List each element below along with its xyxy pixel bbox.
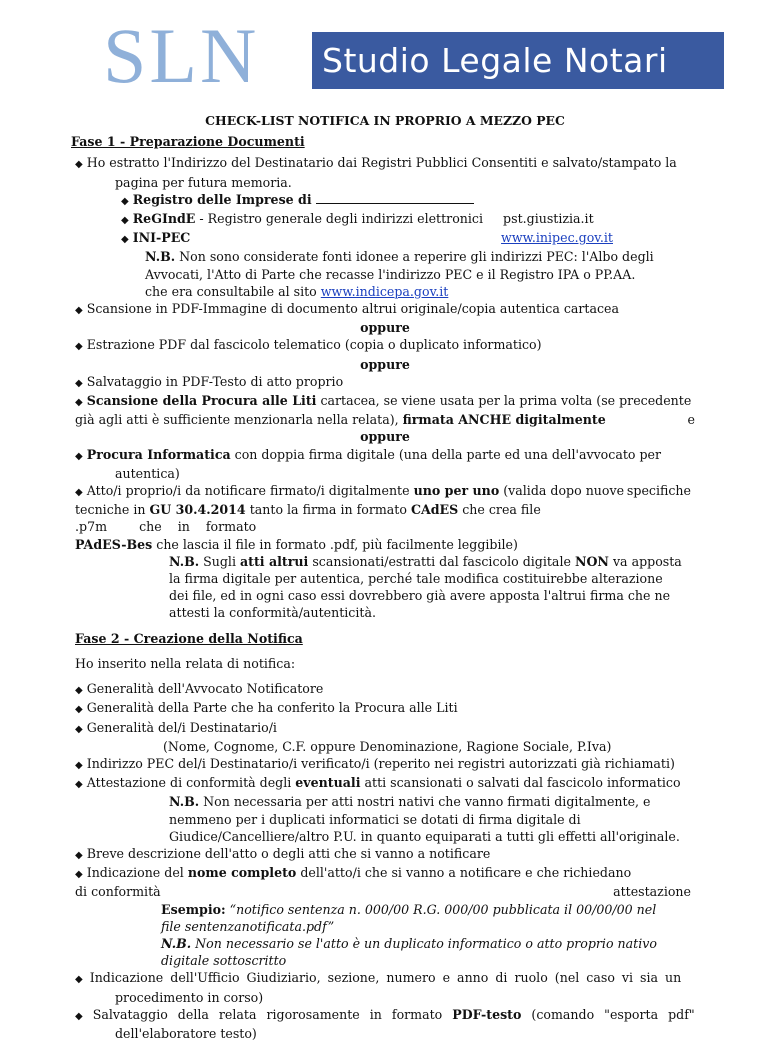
list-item: ◆ Generalità dell'Avvocato Notificatore	[75, 681, 324, 697]
list-item: ◆ Estrazione PDF dal fascicolo telematico (copia o duplicato informatico)	[75, 337, 542, 353]
section-spacer	[75, 622, 695, 630]
registry-item: ◆ Registro delle Imprese di	[75, 191, 695, 210]
list-item: ◆ Salvataggio della relata rigorosamente in formato PDF-testo (comando "esporta pdf"	[75, 1006, 695, 1022]
list-item-continuation: autentica)	[115, 465, 180, 481]
registry-item: ◆ ReGIndE - Registro generale degli indirizzi elettronici pst.giustizia.it	[121, 211, 594, 227]
list-item: ◆ Indicazione dell'Ufficio Giudiziario, sezione, numero e anno di ruolo (nel caso vi sia un	[75, 970, 682, 986]
diamond-bullet-icon: ◆	[75, 341, 83, 353]
diamond-bullet-icon: ◆	[121, 195, 129, 207]
list-item-continuation: dell'elaboratore testo)	[115, 1025, 257, 1041]
document-body	[71, 112, 695, 1042]
registry-item: ◆ INI-PEC www.inipec.gov.it	[121, 230, 613, 246]
oppure-separator: oppure	[360, 320, 410, 336]
indicepa-link[interactable]: www.indicepa.gov.it	[320, 283, 449, 299]
note: N.B. Non necessaria per atti nostri nativi che vanno firmati digitalmente, e	[169, 794, 651, 810]
logo-name-banner: Studio Legale Notari	[312, 32, 724, 89]
list-item-subtext: (Nome, Cognome, C.F. oppure Denominazione, Ragione Sociale, P.Iva)	[163, 738, 612, 754]
list-item-continuation: pagina per futura memoria.	[115, 174, 292, 190]
list-item-continuation: già agli atti è sufficiente menzionarla nella relata), firmata ANCHE digitalmente	[75, 412, 606, 428]
list-item: ◆ Scansione in PDF-Immagine di documento altrui originale/copia autentica cartacea	[75, 301, 619, 317]
list-item: ◆ Attestazione di conformità degli eventuali atti scansionati o salvati dal fascicolo informatico	[75, 775, 681, 791]
note-line: la firma digitale per autentica, perché tale modifica costituirebbe alterazione	[169, 571, 663, 587]
list-item-continuation: di conformità	[75, 884, 161, 900]
fill-in-blank	[316, 192, 474, 204]
diamond-bullet-icon: ◆	[121, 215, 129, 227]
oppure-separator: oppure	[360, 356, 410, 372]
example-line: file sentenzanotificata.pdf”	[161, 918, 335, 934]
list-item: ◆ Ho estratto l'Indirizzo del Destinatario dai Registri Pubblici Consentiti e salvato/stampato la	[75, 155, 677, 171]
list-item: ◆ Scansione della Procura alle Liti cartacea, se viene usata per la prima volta (se precedente e	[75, 393, 695, 428]
oppure-separator: oppure	[360, 429, 410, 445]
phase1-heading: Fase 1 - Preparazione Documenti	[71, 134, 305, 150]
note-line: digitale sottoscritto	[161, 953, 287, 969]
diamond-bullet-icon: ◆	[75, 779, 83, 791]
list-item: ◆ Generalità del/i Destinatario/i	[75, 719, 277, 735]
list-item: ◆ Procura Informatica con doppia firma digitale (una della parte ed una dell'avvocato per	[75, 446, 662, 462]
inipec-link[interactable]: www.inipec.gov.it	[501, 230, 613, 246]
note-line: nemmeno per i duplicati informatici se dotati di firma digitale di	[169, 811, 581, 827]
note-line: Giudice/Cancelliere/altro P.U. in quanto equiparati a tutti gli effetti all'originale.	[169, 828, 680, 844]
note-line: dei file, ed in ogni caso essi dovrebbero già avere apposta l'altrui firma che ne	[169, 588, 671, 604]
list-item-continuation: PAdES-Bes che lascia il file in formato .pdf, più facilmente leggibile)	[75, 536, 518, 552]
phase2-heading: Fase 2 - Creazione della Notifica	[75, 630, 303, 646]
diamond-bullet-icon: ◆	[75, 450, 83, 462]
list-item: ◆ Indirizzo PEC del/i Destinatario/i verificato/i (reperito nei registri autorizzati già richiamati)	[75, 755, 675, 771]
list-item: ◆ Indicazione del nome completo dell'atto/i che si vanno a notificare e che richiedano attestazione	[75, 865, 691, 900]
list-item: ◆ Atto/i proprio/i da notificare firmato/i digitalmente uno per uno (valida dopo nuove specifiche	[75, 483, 691, 499]
diamond-bullet-icon: ◆	[75, 377, 83, 389]
list-item: ◆ Salvataggio in PDF-Testo di atto proprio	[75, 373, 344, 389]
note: N.B. Sugli atti altrui scansionati/estratti dal fascicolo digitale NON va apposta	[169, 553, 682, 569]
document-title: CHECK-LIST NOTIFICA IN PROPRIO A MEZZO PEC	[205, 113, 565, 128]
diamond-bullet-icon: ◆	[75, 159, 83, 171]
note-line: attesti la conformità/autenticità.	[169, 605, 376, 621]
list-item-continuation: procedimento in corso)	[115, 989, 264, 1005]
diamond-bullet-icon: ◆	[121, 234, 129, 246]
diamond-bullet-icon: ◆	[75, 723, 83, 735]
diamond-bullet-icon: ◆	[75, 759, 83, 771]
list-item: ◆ Generalità della Parte che ha conferito la Procura alle Liti	[75, 700, 458, 716]
diamond-bullet-icon: ◆	[75, 869, 83, 881]
list-item: ◆ Breve descrizione dell'atto o degli atti che si vanno a notificare	[75, 845, 491, 861]
diamond-bullet-icon: ◆	[75, 685, 83, 697]
logo-initials: SLN	[103, 12, 260, 99]
note: N.B. Non sono considerate fonti idonee a reperire gli indirizzi PEC: l'Albo degli	[145, 249, 654, 265]
example: Esempio: “notifico sentenza n. 000/00 R.G. 000/00 pubblicata il 00/00/00 nel	[161, 901, 657, 917]
diamond-bullet-icon: ◆	[75, 397, 83, 409]
phase2-intro: Ho inserito nella relata di notifica:	[75, 655, 296, 671]
diamond-bullet-icon: ◆	[75, 704, 83, 716]
note: N.B. Non necessario se l'atto è un duplicato informatico o atto proprio nativo	[161, 935, 657, 951]
diamond-bullet-icon: ◆	[75, 974, 83, 986]
diamond-bullet-icon: ◆	[75, 1010, 83, 1022]
diamond-bullet-icon: ◆	[75, 305, 83, 317]
registry-site: pst.giustizia.it	[503, 211, 594, 227]
note-line: Avvocati, l'Atto di Parte che recasse l'indirizzo PEC e il Registro IPA o PP.AA.	[145, 266, 636, 282]
diamond-bullet-icon: ◆	[75, 487, 83, 499]
list-item-continuation: tecniche in GU 30.4.2014 tanto la firma in formato CAdES che crea file .p7m che in formato	[75, 502, 541, 535]
diamond-bullet-icon: ◆	[75, 849, 83, 861]
letterhead	[0, 14, 768, 98]
note-line: che era consultabile al sito www.indicepa.gov.it	[145, 283, 449, 299]
